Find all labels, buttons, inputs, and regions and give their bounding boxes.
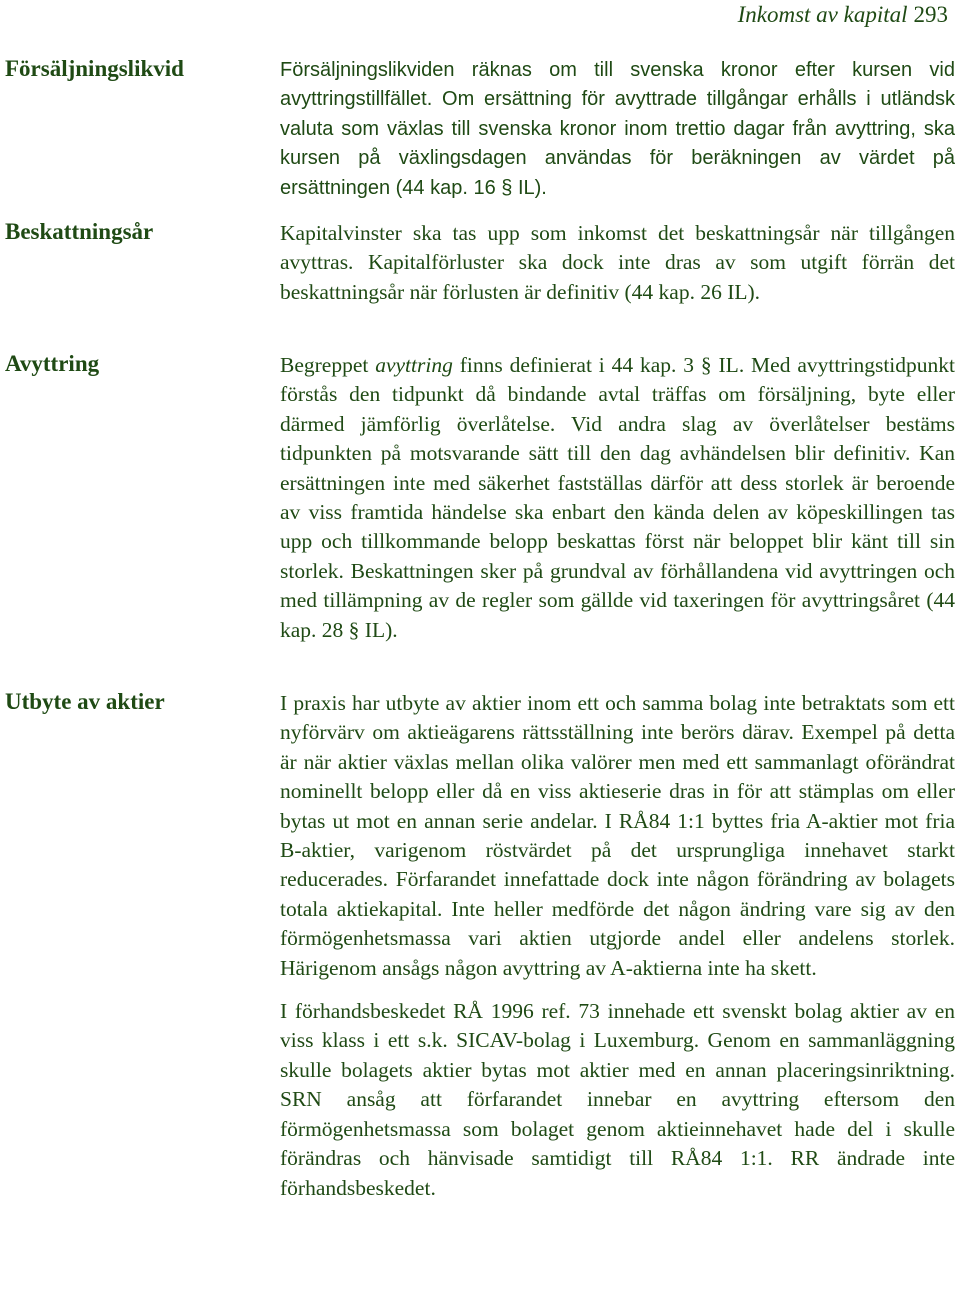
paragraph: Kapitalvinster ska tas upp som inkomst det beskattningsår när tillgången avyttras. Kapitalförluster ska dock inte dras av som utgift förrän det beskattningsår när förlusten är definitiv (44 kap. 26 IL).	[280, 221, 955, 304]
running-title: Inkomst av kapital	[737, 2, 908, 27]
paragraph: I praxis har utbyte av aktier inom ett och samma bolag inte betraktats som ett nyförvärv om aktieägarens rättsställning inte berörs därav. Exempel på detta är när aktier växlas mellan olika valörer men med ett sammanlagt oförändrat nominellt belopp eller då en viss aktieserie dras in för att stämplas om eller bytas ut mot en annan serie andelar. I RÅ84 1:1 byttes fria A-aktier mot fria B-aktier, varigenom röstvärdet på det ursprungliga innehavet starkt reducerades. Förfarandet innefattade dock inte någon förändring av bolagets totala aktiekapital. Inte heller medförde det någon ändring vare sig av den förmögenhetsmassa vari aktien utgjorde andel eller andelens storlek. Härigenom ansågs någon avyttring av A-aktierna inte ha skett.	[280, 691, 955, 980]
section-body	[280, 689, 955, 1217]
paragraph: I förhandsbeskedet RÅ 1996 ref. 73 innehade ett svenskt bolag aktier av en viss klass i ett s.k. SICAV-bolag i Luxemburg. Genom en sammanläggning skulle bolagets aktier bytas mot aktier med en annan placeringsinriktning. SRN ansåg att förfarandet innebar en avyttring eftersom den förmögenhetsmassa som bolaget genom aktieinnehavet hade del i skulle förändras och hänvisade samtidigt till RÅ84 1:1. RR ändrade inte förhandsbeskedet.	[280, 999, 955, 1200]
section-heading: Beskattningsår	[5, 219, 154, 244]
paragraph	[280, 351, 955, 645]
section-heading: Utbyte av aktier	[5, 689, 165, 714]
section-body	[280, 351, 955, 659]
page-header	[738, 2, 948, 28]
paragraph: Försäljningslikviden räknas om till svenska kronor efter kursen vid avyttringstillfället. Om ersättning för avyttrade tillgångar erhålls i utländsk valuta som växlas till svenska kronor inom trettio dagar från avyttring, ska kursen på växlingsdagen användas för beräkningen av värdet på ersättningen (44 kap. 16 § IL).	[280, 59, 955, 199]
text-run: finns definierat i 44 kap. 3 § IL. Med avyttringstidpunkt förstås den tidpunkt då bindande avtal träffas om försäljning, byte eller därmed jämförlig överlåtelse. Vid andra slag av överlåtelser bestäms tidpunkten på motsvarande sätt till den dag avhändelsen blir definitiv. Kan ersättningen inte med säkerhet fastställas därför att dess storlek är beroende av viss framtida händelse ska enbart den kända delen av köpeskillingen tas upp och tillkommande belopp beskattas först när beloppet blir känt till sin storlek. Beskattningen sker på grundval av förhållandena vid avyttringen och med tillämpning av de regler som gällde vid taxeringen för avyttringsåret (44 kap. 28 § IL).	[280, 353, 955, 642]
section-heading: Avyttring	[5, 351, 100, 376]
text-run: Begreppet	[280, 353, 376, 377]
section-body	[280, 219, 955, 321]
page-number: 293	[913, 2, 948, 27]
section-heading: Försäljningslikvid	[5, 56, 184, 81]
emphasized-term: avyttring	[375, 353, 453, 377]
section-body	[280, 56, 955, 217]
